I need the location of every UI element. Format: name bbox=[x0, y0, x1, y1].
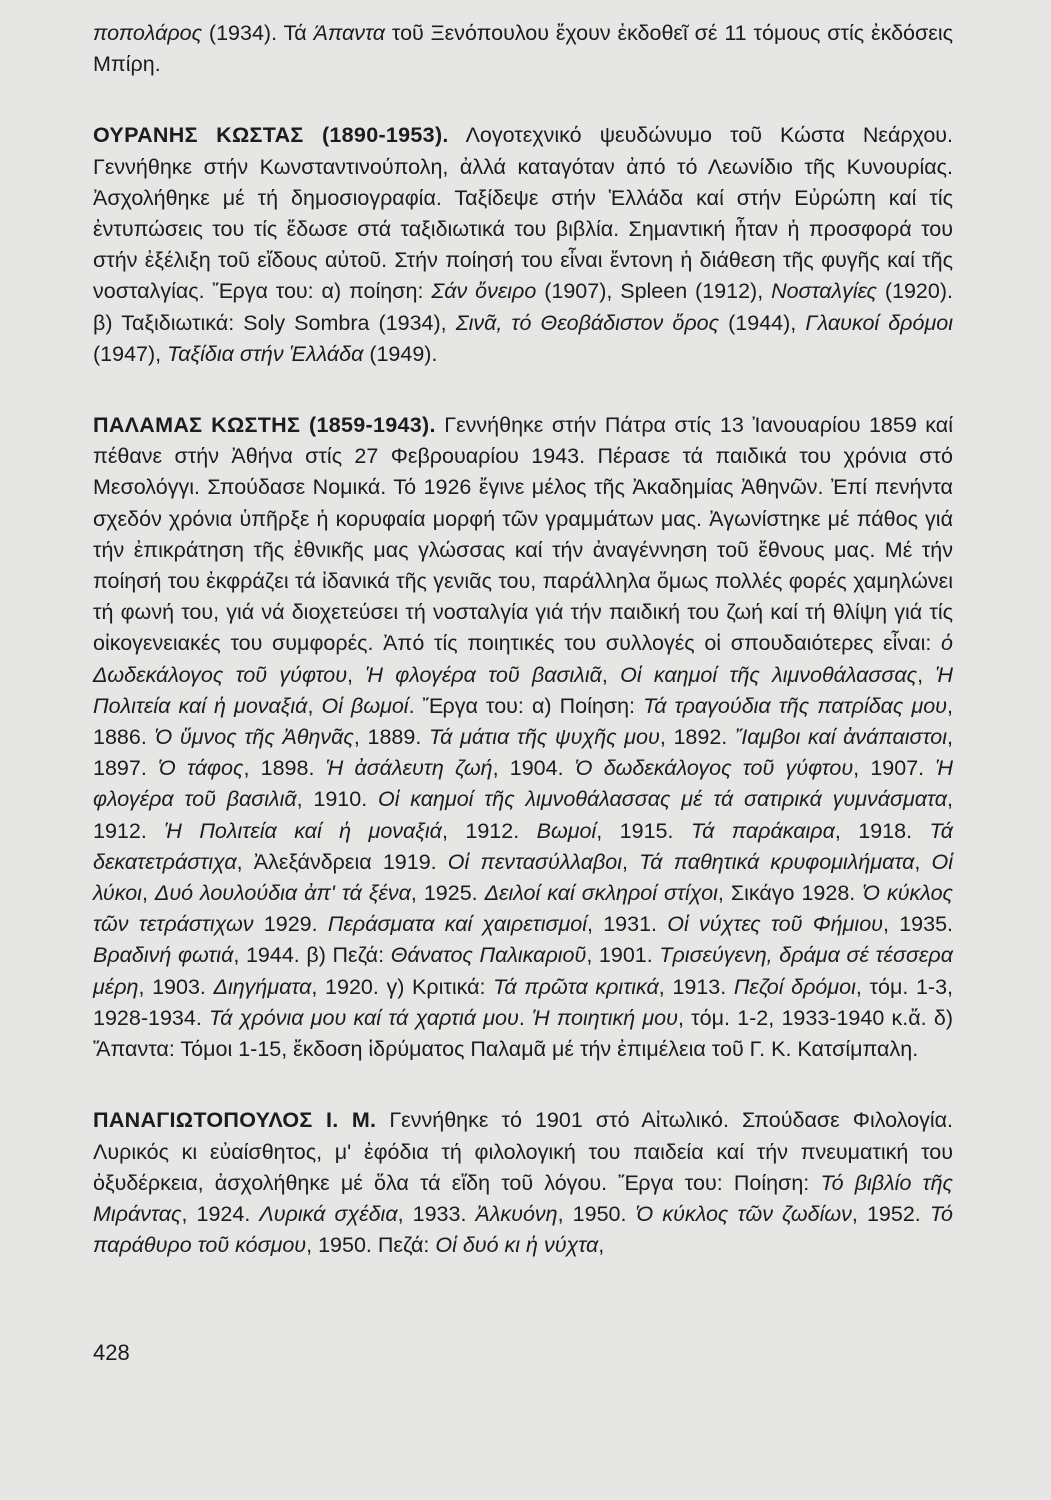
text-run: . Ἔργα του: α) Ποίηση: bbox=[408, 693, 644, 718]
text-run: , bbox=[914, 849, 932, 874]
work-title: Ὁ δωδεκάλογος τοῦ γύφτου bbox=[574, 756, 854, 781]
paragraph bbox=[93, 18, 953, 80]
text-run: 1929. bbox=[253, 912, 328, 937]
work-title: Δυό λουλούδια ἀπ' τά ξένα bbox=[154, 881, 411, 906]
work-title: Τά παράκαιρα bbox=[690, 818, 835, 843]
text-run: , 1918. bbox=[834, 818, 930, 843]
work-title: Ἀλκυόνη bbox=[475, 1201, 558, 1226]
text-run: , 1931. bbox=[586, 912, 668, 937]
work-title: Νοσταλγίες bbox=[771, 279, 877, 304]
work-title: Τά μάτια τῆς ψυχῆς μου bbox=[429, 725, 660, 750]
text-run: , bbox=[347, 662, 366, 687]
work-title: Οἱ λύκοι bbox=[93, 849, 953, 906]
work-title: Οἱ δυό κι ἡ νύχτα bbox=[435, 1233, 599, 1258]
text-run: , 1898. bbox=[243, 756, 326, 781]
text-run: (1947), bbox=[93, 341, 168, 366]
work-title: Δειλοί καί σκληροί στίχοι bbox=[484, 881, 718, 906]
text-run: , bbox=[307, 693, 322, 718]
work-title: Οἱ καημοί τῆς λιμνοθάλασσας μέ τά σατιρικά γυμνάσματα bbox=[377, 787, 948, 812]
text-run: , bbox=[601, 662, 621, 687]
work-title: Περάσματα καί χαιρετισμοί bbox=[327, 912, 587, 937]
entry-heading: ΠΑΝΑΓΙΩΤΟΠΟΥΛΟΣ Ι. Μ. bbox=[93, 1108, 377, 1133]
work-title: Σινᾶ, τό Θεοβάδιστον ὄρος bbox=[455, 310, 720, 335]
text-run: , 1901. bbox=[586, 943, 660, 968]
work-title: Θάνατος Παλικαριοῦ bbox=[390, 943, 587, 968]
text-run: , 1950. Πεζά: bbox=[306, 1233, 436, 1258]
page-content bbox=[93, 18, 953, 1301]
paragraph bbox=[93, 1105, 953, 1261]
work-title: Ἴαμβοι καί ἀνάπαιστοι bbox=[734, 725, 947, 750]
entry-panagiotopoulos bbox=[93, 1105, 953, 1261]
text-run: Γεννήθηκε στήν Πάτρα στίς 13 Ἰανουαρίου 1859 καί πέθανε στήν Ἀθήνα στίς 27 Φεβρουαρίου 1943. Πέρασε τά παιδικά του χρόνια στό Μεσολόγγι. Σπούδασε Νομικά. Τό 1926 ἔγινε μέλος τῆς Ἀκαδημίας Ἀθηνῶν. Ἐπί πενήντα σχεδόν χρόνια ὑπῆρξε ἡ κορυφαία μορφή τῶν γραμμάτων μας. Ἀγωνίστηκε μέ πάθος γιά τήν ἐπικράτηση τῆς ἐθνικῆς μας γλώσσας καί τήν ἀναγέννηση τοῦ ἔθνους μας. Μέ τήν ποίησή του ἐκφράζει τά ἰδανικά τῆς γενιᾶς του, παράλληλα ὅμως πολλές φορές χαμηλώνει τή φωνή του, γιά νά διοχετεύσει τή νοσταλγία γιά τήν παιδική του ζωή καί τή θλίψη γιά τίς οἰκογενειακές του συμφορές. Ἀπό τίς ποιητικές του συλλογές οἱ σπουδαιότερες εἶναι: bbox=[93, 413, 953, 656]
text-run: , 1933. bbox=[397, 1201, 476, 1226]
text-run: Λογοτεχνικό ψευδώνυμο τοῦ Κώστα Νεάρχου. Γεννήθηκε στήν Κωνσταντινούπολη, ἀλλά καταγόταν ἀπό τό Λεωνίδιο τῆς Κυνουρίας. Ἀσχολήθηκε μέ τή δημοσιογραφία. Ταξίδεψε στήν Ἑλλάδα καί στήν Εὐρώπη καί τίς ἐντυπώσεις του τίς ἔδωσε στά ταξιδιωτικά του βιβλία. Σημαντική ἦταν ἡ προσφορά του στήν ἐξέλιξη τοῦ εἴδους αὐτοῦ. Στήν ποίησή του εἶναι ἔντονη ἡ διάθεση τῆς φυγῆς καί τῆς νοσταλγίας. Ἔργα του: α) ποίηση: bbox=[93, 123, 954, 304]
work-title: Τό βιβλίο τῆς Μιράντας bbox=[93, 1170, 953, 1226]
text-run: , 1915. bbox=[596, 818, 691, 843]
entry-continuation bbox=[93, 18, 953, 80]
text-run: , τόμ. 1-3, 1928-1934. bbox=[93, 974, 954, 1030]
work-title: Τρισεύγενη, δράμα σέ τέσσερα μέρη bbox=[93, 943, 953, 999]
work-title: Τά χρόνια μου καί τά χαρτιά μου bbox=[209, 1005, 519, 1030]
work-title: Οἱ καημοί τῆς λιμνοθάλασσας bbox=[620, 662, 918, 687]
work-title: Οἱ νύχτες τοῦ Φήμιου bbox=[667, 912, 883, 937]
text-run: , 1892. bbox=[659, 725, 735, 750]
text-run: , 1920. γ) Κριτικά: bbox=[311, 974, 494, 999]
text-run: , 1889. bbox=[353, 725, 429, 750]
text-run: , 1904. bbox=[492, 756, 575, 781]
work-title: ὁ Δωδεκάλογος τοῦ γύφτου bbox=[93, 631, 953, 687]
work-title: Γλαυκοί δρόμοι bbox=[805, 310, 953, 335]
work-title: Τά πρῶτα κριτικά bbox=[493, 974, 659, 999]
text-run: , Σικάγο 1928. bbox=[717, 881, 863, 906]
page-number: 428 bbox=[93, 1340, 130, 1365]
entry-heading: ΠΑΛΑΜΑΣ ΚΩΣΤΗΣ (1859-1943). bbox=[93, 413, 436, 438]
text-run: τοῦ Ξενόπουλου ἔχουν ἐκδοθεῖ σέ 11 τόμους στίς ἐκδόσεις Μπίρη. bbox=[93, 21, 954, 77]
text-run: , τόμ. 1-2, 1933-1940 κ.ἄ. δ) Ἅπαντα: Τόμοι 1-15, ἔκδοση ἱδρύματος Παλαμᾶ μέ τήν ἐπιμέλεια τοῦ Γ. Κ. Κατσίμπαλη. bbox=[93, 1005, 953, 1062]
work-title: Τά τραγούδια τῆς πατρίδας μου bbox=[643, 693, 947, 718]
text-run: (1920). β) Ταξιδιωτικά: Soly Sombra (1934), bbox=[93, 279, 953, 335]
work-title: Ταξίδια στήν Ἑλλάδα bbox=[167, 341, 364, 366]
text-run: , bbox=[141, 881, 155, 906]
text-run: , 1925. bbox=[410, 881, 485, 906]
work-title: Οἱ βωμοί bbox=[321, 693, 409, 718]
work-title: Βραδινή φωτιά bbox=[93, 943, 234, 968]
text-run: , 1950. bbox=[557, 1201, 636, 1226]
work-title: Τά δεκατετράστιχα bbox=[93, 818, 953, 874]
work-title: Βωμοί bbox=[536, 818, 597, 843]
text-run: , 1910. bbox=[296, 787, 378, 812]
paragraph bbox=[93, 120, 953, 370]
text-run: , 1924. bbox=[181, 1201, 260, 1226]
text-run: , bbox=[621, 849, 640, 874]
text-run: (1949). bbox=[363, 341, 438, 366]
work-title: Ἡ ἀσάλευτη ζωή bbox=[325, 756, 493, 781]
entry-ouranis bbox=[93, 120, 953, 370]
text-run: , 1897. bbox=[93, 725, 953, 781]
work-title: Ἡ Πολιτεία καί ἡ μοναξιά bbox=[93, 662, 953, 718]
work-title: Σάν ὄνειρο bbox=[431, 279, 537, 304]
text-run: (1944), bbox=[719, 310, 806, 335]
work-title: Ὁ τάφος bbox=[158, 756, 244, 781]
text-run: , bbox=[598, 1233, 605, 1258]
text-run: , 1944. β) Πεζά: bbox=[233, 943, 391, 968]
work-title: Οἱ πεντασύλλαβοι bbox=[447, 849, 622, 874]
work-title: Ἡ Πολιτεία καί ἡ μοναξιά bbox=[164, 818, 442, 843]
work-title: Τό παράθυρο τοῦ κόσμου bbox=[93, 1201, 953, 1258]
text-run: , 1886. bbox=[93, 693, 953, 750]
work-title: Ἡ ποιητική μου bbox=[532, 1005, 678, 1030]
work-title: Ὁ ὕμνος τῆς Ἀθηνᾶς bbox=[154, 725, 354, 750]
text-run: , Ἀλεξάνδρεια 1919. bbox=[236, 849, 448, 874]
work-title: Τά παθητικά κρυφομιλήματα bbox=[639, 849, 915, 874]
text-run: , 1903. bbox=[138, 974, 214, 999]
text-run: Γεννήθηκε τό 1901 στό Αἰτωλικό. Σπούδασε Φιλολογία. Λυρικός κι εὐαίσθητος, μ' ἐφόδια τή φιλολογική του παιδεία καί τήν πνευματική του ὀξυδέρκεια, ἀσχολήθηκε μέ ὅλα τά εἴδη τοῦ λόγου. Ἔργα του: Ποίηση: bbox=[93, 1108, 953, 1195]
text-run: (1934). Τά bbox=[202, 21, 314, 45]
text-run: . bbox=[518, 1005, 533, 1030]
text-run: (1907), Spleen (1912), bbox=[536, 279, 772, 304]
text-run: , bbox=[917, 662, 936, 687]
work-title: Ὁ κύκλος τῶν τετράστιχων bbox=[93, 881, 954, 937]
work-title: Διηγήματα bbox=[213, 974, 312, 999]
work-title: Άπαντα bbox=[313, 21, 386, 45]
work-title: ποπολάρος bbox=[93, 21, 203, 45]
paragraph bbox=[93, 410, 953, 1065]
text-run: , 1913. bbox=[658, 974, 734, 999]
work-title: Ὁ κύκλος τῶν ζωδίων bbox=[635, 1201, 852, 1226]
text-run: , 1907. bbox=[853, 756, 936, 781]
text-run: , 1912. bbox=[93, 787, 953, 843]
text-run: , 1935. bbox=[882, 912, 954, 937]
entry-heading: ΟΥΡΑΝΗΣ ΚΩΣΤΑΣ (1890-1953). bbox=[93, 123, 449, 148]
text-run: , 1952. bbox=[851, 1201, 930, 1226]
work-title: Λυρικά σχέδια bbox=[259, 1201, 398, 1226]
text-run: , 1912. bbox=[441, 818, 537, 843]
work-title: Ἡ φλογέρα τοῦ βασιλιᾶ bbox=[93, 756, 953, 812]
entry-palamas bbox=[93, 410, 953, 1065]
work-title: Πεζοί δρόμοι bbox=[733, 974, 856, 999]
work-title: Ἡ φλογέρα τοῦ βασιλιᾶ bbox=[365, 662, 602, 687]
